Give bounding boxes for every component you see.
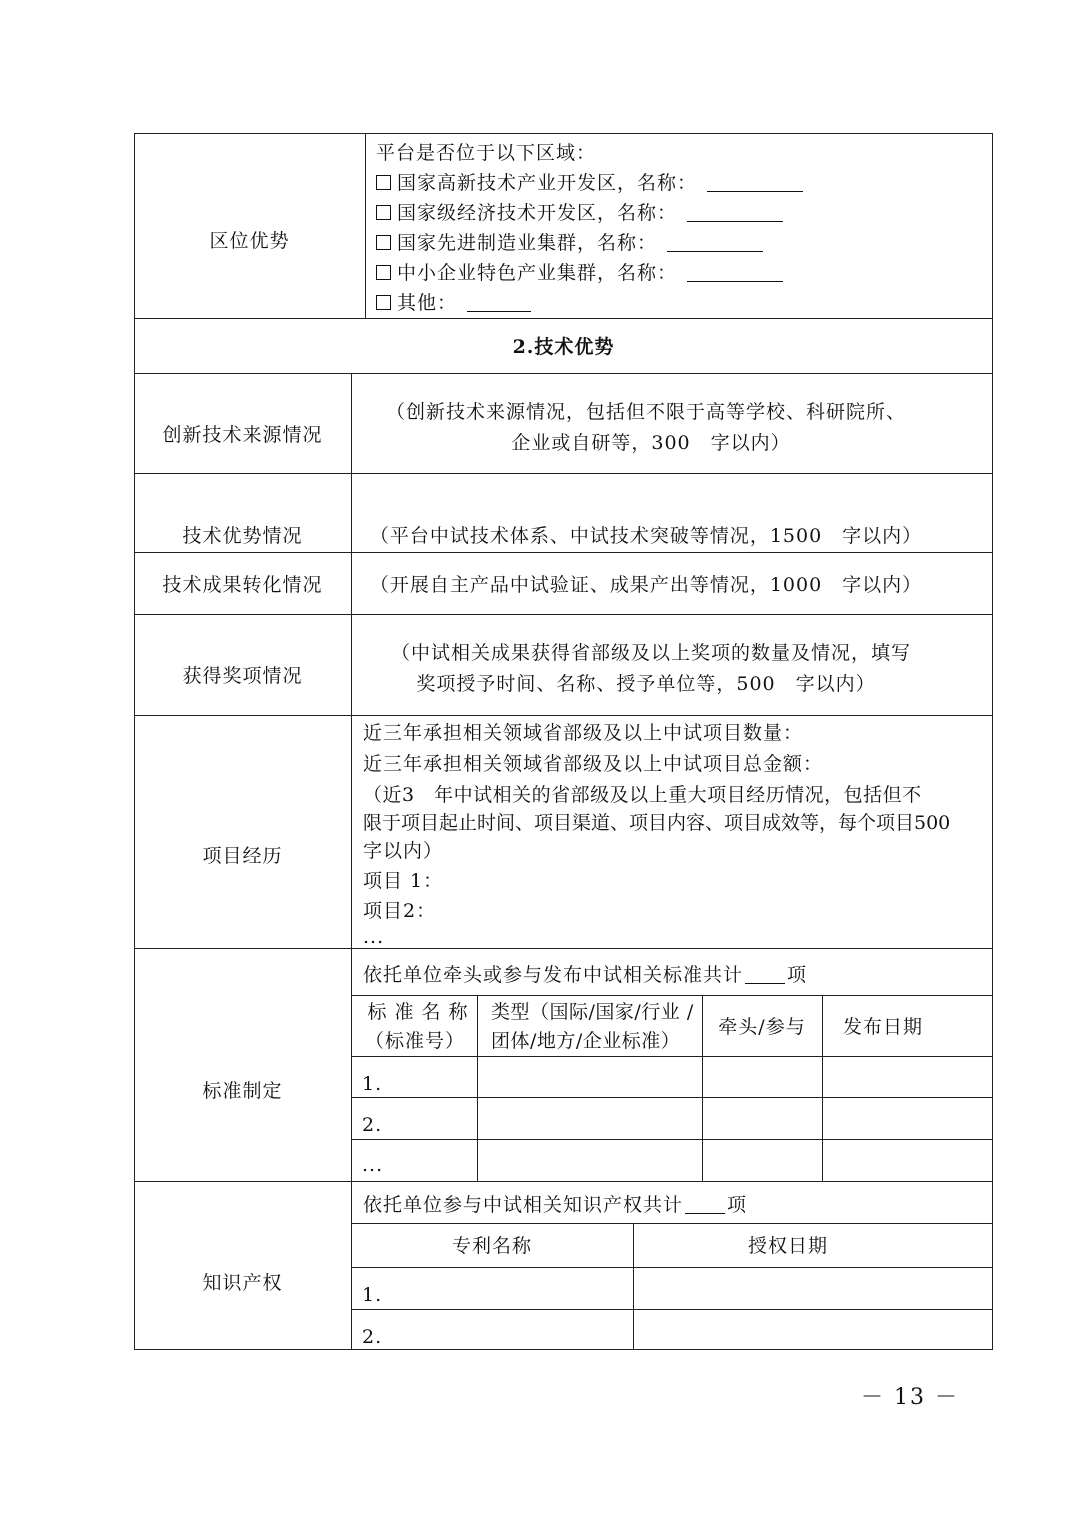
standards-header-type-2: 团体/地方/企业标准） [491,1030,681,1052]
projects-desc-line: 限于项目起止时间、项目渠道、项目内容、项目成效等，每个项目500 [363,812,951,834]
ip-summary-prefix: 依托单位参与中试相关知识产权共计 [363,1194,684,1216]
row-divider [134,373,993,374]
row-divider [134,614,993,615]
ip-header-patent-name: 专利名称 [451,1235,532,1257]
awards-label: 获得奖项情况 [182,665,303,687]
location-label: 区位优势 [209,230,290,252]
location-option-manufacturing[interactable] [376,228,763,258]
standards-summary [363,960,807,990]
standards-header-type: 类型（国际/国家/行业 / [491,1001,694,1023]
checkbox-icon[interactable] [376,235,391,250]
option-label: 国家高新技术产业开发区，名称： [397,172,698,194]
row-divider [134,715,993,716]
projects-desc-line: 字以内） [363,840,444,862]
option-label: 国家先进制造业集群，名称： [397,232,658,254]
name-blank[interactable] [687,203,783,222]
location-option-econdev[interactable] [376,198,783,228]
location-prompt: 平台是否位于以下区域： [376,142,597,164]
standards-header-name: 标 准 名 称 [367,1001,469,1023]
row-divider [134,473,993,474]
standards-header-name-2: （标准号） [364,1030,465,1052]
ip-count-blank[interactable] [685,1195,725,1214]
standards-row-index: 1. [362,1073,383,1095]
project-item[interactable]: 项目 1： [363,870,444,892]
projects-label: 项目经历 [202,845,283,867]
standards-summary-prefix: 依托单位牵头或参与发布中试相关标准共计 [363,964,744,986]
innovation-source-label: 创新技术来源情况 [162,424,323,446]
name-blank[interactable] [467,293,531,312]
tech-advantage-hint[interactable]: （平台中试技术体系、中试技术突破等情况，1500 字以内） [369,525,923,547]
section-title: 2.技术优势 [512,336,615,358]
column-divider [351,373,352,1350]
checkbox-icon[interactable] [376,205,391,220]
location-option-sme[interactable] [376,258,783,288]
ip-header-grant-date: 授权日期 [747,1235,828,1257]
option-label: 其他： [397,292,458,314]
subtable-divider [351,1139,993,1140]
projects-count-line[interactable]: 近三年承担相关领域省部级及以上中试项目数量： [363,722,804,744]
achievement-hint[interactable]: （开展自主产品中试验证、成果产出等情况，1000 字以内） [369,574,923,596]
standards-label: 标准制定 [202,1080,283,1102]
name-blank[interactable] [667,233,763,252]
name-blank[interactable] [687,263,783,282]
row-divider [134,318,993,319]
row-divider [134,1181,993,1182]
subtable-divider [351,1097,993,1098]
tech-advantage-label: 技术优势情况 [182,525,303,547]
standards-header-role: 牵头/参与 [718,1016,806,1038]
column-divider [365,133,366,318]
subtable-divider [477,995,478,1181]
checkbox-icon[interactable] [376,265,391,280]
subtable-divider [351,995,993,996]
achievement-label: 技术成果转化情况 [162,574,323,596]
option-label: 国家级经济技术开发区，名称： [397,202,678,224]
projects-amount-line[interactable]: 近三年承担相关领域省部级及以上中试项目总金额： [363,753,824,775]
project-item[interactable]: 项目2： [363,900,437,922]
standards-summary-suffix: 项 [787,964,808,986]
location-option-hightech[interactable] [376,168,803,198]
ip-summary-suffix: 项 [727,1194,748,1216]
innovation-source-hint-2[interactable]: 企业或自研等，300 字以内） [511,432,791,454]
subtable-divider [351,1309,993,1310]
location-option-other[interactable] [376,288,531,318]
row-divider [134,552,993,553]
standards-row-index: ... [362,1154,384,1176]
standards-count-blank[interactable] [745,965,785,984]
ip-row-index: 1. [362,1284,383,1306]
subtable-divider [351,1056,993,1057]
innovation-source-hint[interactable]: （创新技术来源情况，包括但不限于高等学校、科研院所、 [385,401,906,423]
checkbox-icon[interactable] [376,175,391,190]
awards-hint-2[interactable]: 奖项授予时间、名称、授予单位等，500 字以内） [416,673,876,695]
page-number: － 13 － [861,1385,959,1410]
projects-desc-line: （近3 年中试相关的省部级及以上重大项目经历情况，包括但不 [363,784,922,806]
project-item-more: ... [363,926,385,948]
ip-label: 知识产权 [202,1272,283,1294]
subtable-divider [351,1223,993,1224]
awards-hint[interactable]: （中试相关成果获得省部级及以上奖项的数量及情况，填写 [390,642,911,664]
standards-row-index: 2. [362,1114,383,1136]
row-divider [134,948,993,949]
subtable-divider [351,1267,993,1268]
standards-header-date: 发布日期 [842,1016,923,1038]
checkbox-icon[interactable] [376,295,391,310]
ip-summary [363,1190,747,1220]
option-label: 中小企业特色产业集群，名称： [397,262,678,284]
name-blank[interactable] [707,173,803,192]
ip-row-index: 2. [362,1326,383,1348]
